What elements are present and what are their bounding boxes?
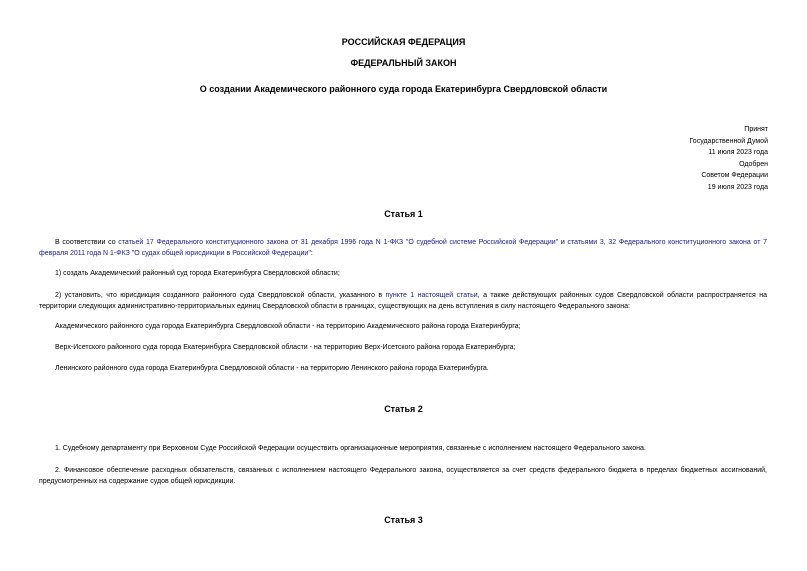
article-2-item-2: 2. Финансовое обеспечение расходных обязательств, связанных с исполнением настоящего Федерального закона, осуществляется за счет средств федерального бюджета в пределах бюджетных ассигнований, предусмотренных на содержание судов общей юрисдикции. [39, 467, 767, 485]
header-doc-type: ФЕДЕРАЛЬНЫЙ ЗАКОН [350, 58, 457, 68]
adoption-line: Принят [744, 126, 768, 133]
link-articles-3-32[interactable]: статьями 3, 32 Федерального конституционного закона от 7 февраля 2011 года N 1-ФКЗ "О судах общей юрисдикции в Российской Федерации" [39, 239, 767, 257]
text: В соответствии со [55, 239, 119, 246]
article-2-heading: Статья 2 [384, 404, 423, 414]
adoption-block [689, 124, 768, 193]
adoption-line: Советом Федерации [701, 172, 768, 179]
text: , а также действующих районных судов Свердловской области распространяется на территории следующих административно-территориальных единиц Свердловской области в границах, существующих на день вступления в силу настоящего Федерального закона: [39, 292, 767, 310]
article-1-heading: Статья 1 [384, 209, 423, 219]
article-1-item-1: 1) создать Академический районный суд города Екатеринбурга Свердловской области; [55, 270, 340, 277]
text: : [310, 250, 313, 257]
link-item-1[interactable]: пункте 1 настоящей статьи [385, 292, 478, 299]
text: и [558, 239, 568, 246]
link-article-17[interactable]: статьей 17 Федерального конституционного закона от 31 декабря 1996 года N 1-ФКЗ "О судебной системе Российской Федерации" [118, 239, 559, 246]
page-title: О создании Академического районного суда города Екатеринбурга Свердловской области [199, 84, 608, 94]
article-1-territory-3: Ленинского районного суда города Екатеринбурга Свердловской области - на территорию Ленинского района города Екатеринбурга. [55, 365, 489, 372]
adoption-line: Одобрен [739, 160, 768, 168]
article-2-item-1: 1. Судебному департаменту при Верховном Суде Российской Федерации осуществить организационные мероприятия, связанные с исполнением настоящего Федерального закона. [55, 445, 646, 452]
header-country: РОССИЙСКАЯ ФЕДЕРАЦИЯ [341, 37, 466, 47]
text: 2) установить, что юрисдикция созданного районного суда Свердловской области, указанного в [55, 292, 386, 299]
adoption-line: 19 июля 2023 года [707, 183, 768, 191]
article-1-paragraph [39, 237, 767, 259]
article-1-territory-2: Верх-Исетского районного суда города Екатеринбурга Свердловской области - на территорию Верх-Исетского района города Екатеринбурга; [55, 344, 516, 351]
article-1-item-2 [39, 290, 767, 312]
adoption-line: Государственной Думой [689, 137, 768, 145]
article-3-heading: Статья 3 [384, 515, 423, 525]
article-1-territory-1: Академического районного суда города Екатеринбурга Свердловской области - на территорию Академического района города Екатеринбурга; [55, 323, 521, 330]
adoption-line: 11 июля 2023 года [708, 149, 768, 156]
